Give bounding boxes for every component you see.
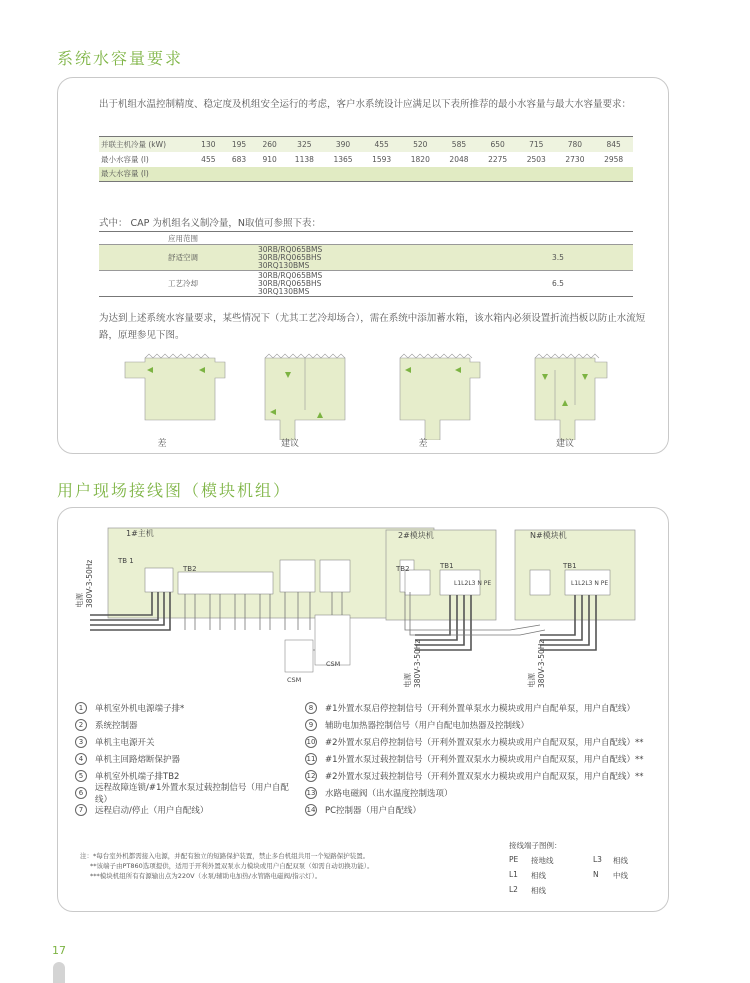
min-volume-cell: 683	[231, 154, 247, 164]
legend-number: 9	[305, 719, 317, 731]
wire-code: L1	[509, 870, 518, 879]
legend-number: 10	[306, 737, 316, 746]
legend-item	[305, 699, 655, 716]
power-text: 电源	[403, 673, 412, 688]
tank-note: 为达到上述系统水容量要求，某些情况下（尤其工艺冷却场合），需在系统中添加蓄水箱，该水箱内必须设置折流挡板以防止水流短路，原理参见下图。	[99, 313, 646, 341]
legend-number: 1	[75, 702, 87, 714]
legend-item	[75, 716, 300, 733]
power-label	[75, 560, 95, 608]
wire-legend-title: 接线端子图例：	[509, 841, 562, 850]
legend-number: 12	[306, 771, 316, 780]
unit-label-master: 1#主机	[126, 529, 154, 538]
page-tab	[53, 962, 65, 983]
n-value: 6.5	[552, 279, 564, 288]
max-volume-cell	[594, 167, 633, 182]
capacity-cell: 715	[517, 137, 556, 152]
tb2-label: TB2	[396, 565, 410, 573]
power-label	[527, 640, 547, 688]
min-volume-cell: 1820	[410, 154, 430, 164]
wire-legend-row	[509, 855, 659, 870]
wire-legend-row	[509, 870, 659, 885]
power-spec: 380V-3-50Hz	[413, 639, 422, 688]
formula-note: 式中： CAP 为机组名义制冷量，N取值可参照下表：	[99, 218, 322, 229]
csm-label: CSM	[326, 660, 341, 668]
capacity-cell: 585	[440, 137, 479, 152]
legend-number: 13	[306, 788, 316, 797]
row-label: 并联主机冷量 (kW)	[99, 137, 193, 152]
tank-diagram-poor-1	[125, 354, 225, 420]
volume-table	[99, 136, 633, 182]
n-value-table	[99, 231, 633, 297]
diagram-caption: 建议	[555, 439, 574, 449]
wire-code: N	[593, 870, 599, 879]
capacity-cell: 130	[193, 137, 224, 152]
min-volume-cell: 2275	[488, 154, 508, 164]
tank-diagram-good-1	[265, 354, 345, 440]
legend-item	[75, 699, 300, 716]
legend-item	[305, 801, 655, 818]
tb1-label: TB1	[440, 562, 454, 570]
legend-text: #1外置水泵启停控制信号（开利外置单泵水力模块或用户自配单泵，用户自配线）	[325, 703, 636, 714]
intro-text: 出于机组水温控制精度、稳定度及机组安全运行的考虑，客户水系统设计应满足以下表所推荐的最小水容量与最大水容量要求：	[99, 99, 632, 110]
diagram-caption: 差	[418, 439, 428, 449]
legend-item	[75, 750, 300, 767]
max-volume-row	[99, 167, 633, 182]
wire-legend	[509, 840, 659, 900]
max-volume-cell	[401, 167, 440, 182]
tank-diagrams	[115, 340, 615, 440]
wire-code: L3	[593, 855, 602, 864]
app-label: 舒适空调	[168, 253, 198, 262]
footnotes	[80, 851, 415, 881]
capacity-cell: 650	[478, 137, 517, 152]
min-volume-cell: 2048	[449, 154, 469, 164]
legend-text: #1外置水泵过载控制信号（开利外置双泵水力模块或用户自配双泵，用户自配线）**	[325, 754, 644, 765]
section2-title: 用户现场接线图（模块机组）	[57, 481, 292, 500]
n-table-header: 应用范围	[168, 233, 198, 243]
wire-desc: 接地线	[531, 856, 554, 865]
legend-number: 4	[75, 753, 87, 765]
legend-right	[305, 699, 655, 818]
legend-text: 水路电磁阀（出水温度控制选项）	[325, 788, 453, 799]
min-volume-cell: 2503	[526, 154, 546, 164]
max-volume-cell	[478, 167, 517, 182]
terminal-labels: L1L2L3 N PE	[454, 580, 492, 587]
max-volume-cell	[285, 167, 324, 182]
page-number: 17	[52, 944, 66, 957]
min-volume-row	[99, 152, 633, 167]
min-volume-cell: 1138	[294, 154, 314, 164]
legend-text: 远程故障连锁/#1外置水泵过载控制信号（用户自配线）	[95, 782, 289, 805]
diagram-caption: 差	[157, 439, 167, 449]
wire-desc: 相线	[531, 871, 546, 880]
legend-text: PC控制器（用户自配线）	[325, 805, 422, 816]
min-volume-cell: 910	[262, 154, 277, 164]
legend-text: 单机主回路熔断保护器	[95, 754, 181, 765]
max-volume-cell	[517, 167, 556, 182]
legend-item	[305, 767, 655, 784]
max-volume-cell	[224, 167, 255, 182]
wire-desc: 中线	[613, 871, 628, 880]
min-volume-cell: 2730	[565, 154, 585, 164]
legend-text: 远程启动/停止（用户自配线）	[95, 805, 209, 816]
model: 30RB/RQ065BHS	[258, 278, 322, 288]
csm-label: CSM	[287, 676, 302, 684]
capacity-cell: 520	[401, 137, 440, 152]
model-list	[254, 245, 483, 271]
legend-item	[75, 782, 300, 805]
power-spec: 380V-3-50Hz	[537, 639, 546, 688]
max-volume-cell	[193, 167, 224, 182]
power-label	[403, 640, 423, 688]
legend-text: 辅助电加热器控制信号（用户自配电加热器及控制线）	[325, 720, 530, 731]
capacity-cell: 845	[594, 137, 633, 152]
max-volume-cell	[440, 167, 479, 182]
model: 30RB/RQ065BMS	[258, 244, 323, 254]
unit-label-module2: 2#模块机	[398, 531, 434, 540]
model: 30RQ130BMS	[258, 260, 310, 270]
min-volume-cell: 1365	[333, 154, 353, 164]
legend-text: #2外置水泵启停控制信号（开利外置双泵水力模块或用户自配双泵，用户自配线）**	[325, 737, 644, 748]
legend-text: #2外置水泵过载控制信号（开利外置双泵水力模块或用户自配双泵，用户自配线）**	[325, 771, 644, 782]
power-text: 电源	[75, 593, 84, 608]
legend-number: 8	[305, 702, 317, 714]
legend-number: 3	[75, 736, 87, 748]
wire-code: PE	[509, 855, 519, 864]
capacity-cell: 455	[362, 137, 401, 152]
section1-title: 系统水容量要求	[57, 49, 184, 68]
footnote: ***模块机组所有有源输出点为220V（水泵/辅助电加热/水管路电磁阀/指示灯）。	[90, 872, 322, 880]
wiring-diagram	[70, 520, 660, 690]
capacity-cell: 390	[324, 137, 363, 152]
capacity-row	[99, 137, 633, 152]
legend-number: 11	[306, 754, 316, 763]
legend-text: 单机室外机端子排TB2	[95, 771, 180, 782]
footnote: **该端子由PT860选项提供，适用于开利外置双泵水力模块或用户自配双泵（如需自动切换功能）。	[90, 862, 374, 870]
legend-text: 单机主电源开关	[95, 737, 155, 748]
power-spec: 380V-3-50Hz	[85, 559, 94, 608]
legend-number: 14	[306, 805, 316, 814]
legend-number: 2	[75, 719, 87, 731]
min-volume-cell: 2958	[604, 154, 624, 164]
legend-number: 5	[75, 770, 87, 782]
legend-item	[75, 733, 300, 750]
legend-left	[75, 699, 300, 818]
model: 30RQ130BMS	[258, 286, 310, 296]
capacity-cell: 195	[224, 137, 255, 152]
legend-item	[305, 784, 655, 801]
max-volume-cell	[324, 167, 363, 182]
legend-number: 7	[75, 804, 87, 816]
tb2-label: TB2	[183, 565, 197, 573]
footnote: 注：*每台室外机都需接入电源，并配有独立的短路保护装置，禁止多台机组共用一个短路保护装置。	[80, 852, 370, 860]
wire-legend-row	[509, 885, 659, 900]
min-volume-cell: 1593	[372, 154, 392, 164]
unit-label-modulen: N#模块机	[530, 531, 567, 540]
tb1-label: TB 1	[118, 557, 134, 565]
max-volume-cell	[254, 167, 285, 182]
terminal-labels: L1L2L3 N PE	[571, 580, 609, 587]
n-value: 3.5	[552, 253, 564, 262]
capacity-cell: 260	[254, 137, 285, 152]
row-label: 最大水容量 (l)	[99, 167, 193, 182]
app-label: 工艺冷却	[168, 279, 198, 288]
legend-item	[305, 733, 655, 750]
capacity-cell: 780	[556, 137, 595, 152]
tb1-label: TB1	[563, 562, 577, 570]
wire-code: L2	[509, 885, 518, 894]
diagram-caption: 建议	[280, 439, 299, 449]
max-volume-cell	[362, 167, 401, 182]
wire-desc: 相线	[531, 886, 546, 895]
tank-diagram-good-2	[535, 354, 607, 440]
model-list	[254, 271, 483, 297]
min-volume-cell: 455	[201, 154, 216, 164]
capacity-cell: 325	[285, 137, 324, 152]
legend-item	[305, 750, 655, 767]
wire-desc: 相线	[613, 856, 628, 865]
legend-number: 6	[75, 787, 87, 799]
legend-item	[305, 716, 655, 733]
legend-text: 系统控制器	[95, 720, 138, 731]
model: 30RB/RQ065BMS	[258, 270, 323, 280]
max-volume-cell	[556, 167, 595, 182]
tank-diagram-poor-2	[400, 354, 480, 440]
model: 30RB/RQ065BHS	[258, 252, 322, 262]
legend-text: 单机室外机电源端子排*	[95, 703, 185, 714]
row-label: 最小水容量 (l)	[101, 154, 149, 164]
power-text: 电源	[527, 673, 536, 688]
